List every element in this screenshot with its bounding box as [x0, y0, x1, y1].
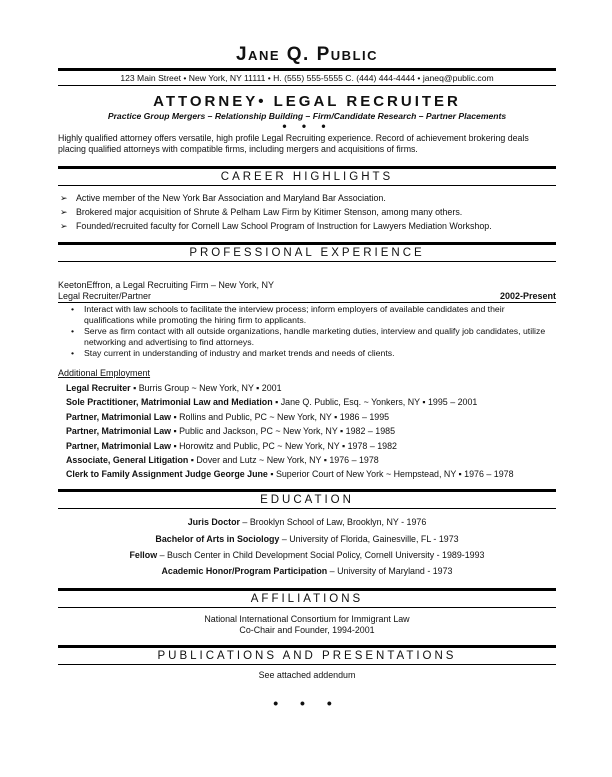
separator-dots: • • • [282, 119, 332, 133]
list-item: • Interact with law schools to facilitate the interview process; inform employers of available candidates and their qualifications while promoting the hiring firm to applicants. [71, 304, 505, 325]
position-dates: 2002-Present [499, 291, 556, 301]
arrow-bullet-icon: ➢ [60, 193, 68, 203]
section-heading-publications: PUBLICATIONS AND PRESENTATIONS [58, 645, 556, 665]
list-item: Juris Doctor – Brooklyn School of Law, Brooklyn, NY - 1976 [187, 517, 427, 528]
list-item: • Stay current in understanding of industry and market trends and needs of clients. [71, 348, 395, 358]
list-item: Clerk to Family Assignment Judge George June ▪ Superior Court of New York ~ Hempstead, NY ▪ 1976 – 1978 [66, 469, 514, 480]
candidate-name: Jane Q. Public [235, 44, 379, 65]
education-list [58, 514, 556, 579]
summary-paragraph: Highly qualified attorney offers versatile, high profile Legal Recruiting experience. Record of achievement brokering deals placing qualified attorneys with compatible firms, including mergers and acquisitions of firms. [58, 133, 529, 154]
affiliations-block [58, 614, 556, 636]
list-item: Bachelor of Arts in Sociology – University of Florida, Gainesville, FL - 1973 [155, 533, 459, 544]
bullet-icon: • [71, 348, 75, 358]
list-item: ➢ Brokered major acquisition of Shrute & Pelham Law Firm by Kitimer Stenson, among many others. [60, 207, 463, 217]
list-item: Fellow – Busch Center in Child Development Social Policy, Cornell University - 1989-1993 [129, 549, 485, 560]
specialties-line: Practice Group Mergers – Relationship Building – Firm/Candidate Research – Partner Placements [107, 111, 507, 121]
affiliation-organization: National International Consortium for Immigrant Law [204, 614, 410, 625]
publications-note: See attached addendum [258, 670, 356, 681]
arrow-bullet-icon: ➢ [60, 207, 68, 217]
list-item: Partner, Matrimonial Law ▪ Rollins and Public, PC ~ New York, NY ▪ 1986 – 1995 [66, 411, 390, 422]
section-heading-professional-experience: PROFESSIONAL EXPERIENCE [58, 242, 556, 262]
career-highlights-list [58, 191, 556, 233]
resume-page [58, 0, 556, 711]
list-item: Legal Recruiter ▪ Burris Group ~ New York, NY ▪ 2001 [66, 383, 282, 393]
list-item: Partner, Matrimonial Law ▪ Horowitz and Public, PC ~ New York, NY ▪ 1978 – 1982 [66, 440, 397, 451]
employer-line: KeetonEffron, a Legal Recruiting Firm – New York, NY [58, 280, 274, 290]
list-item: Associate, General Litigation ▪ Dover and Lutz ~ New York, NY ▪ 1976 – 1978 [66, 455, 379, 466]
position-line [58, 291, 556, 303]
list-item: ➢ Founded/recruited faculty for Cornell Law School Program of Instruction for Lawyers Mediation Workshop. [60, 221, 492, 231]
bullet-icon: • [71, 326, 75, 336]
responsibilities-list [58, 304, 556, 359]
additional-employment-list [58, 381, 556, 480]
arrow-bullet-icon: ➢ [60, 221, 68, 231]
affiliation-role: Co-Chair and Founder, 1994-2001 [239, 625, 375, 636]
professional-title: ATTORNEY• LEGAL RECRUITER [153, 93, 461, 110]
section-heading-affiliations: AFFILIATIONS [58, 588, 556, 608]
additional-employment-heading: Additional Employment [58, 368, 151, 378]
bullet-icon: • [71, 304, 75, 314]
section-heading-education: EDUCATION [58, 489, 556, 509]
footer-dots: • • • [273, 695, 341, 712]
section-heading-career-highlights: CAREER HIGHLIGHTS [58, 166, 556, 186]
position-title: Legal Recruiter/Partner [58, 291, 152, 301]
contact-info: 123 Main Street • New York, NY 11111 • H. (555) 555-5555 C. (444) 444-4444 • janeq@public.com [58, 68, 556, 86]
list-item: ➢ Active member of the New York Bar Association and Maryland Bar Association. [60, 193, 386, 203]
list-item: Partner, Matrimonial Law ▪ Public and Jackson, PC ~ New York, NY ▪ 1982 – 1985 [66, 426, 396, 437]
list-item: Sole Practitioner, Matrimonial Law and Mediation ▪ Jane Q. Public, Esq. ~ Yonkers, NY ▪ 1995 – 2001 [66, 397, 478, 408]
list-item: • Serve as firm contact with all outside organizations, handle marketing duties, interview and qualify job candidates, utilize networking and advertising to find attorneys. [71, 326, 546, 347]
list-item: Academic Honor/Program Participation – University of Maryland - 1973 [161, 566, 453, 577]
